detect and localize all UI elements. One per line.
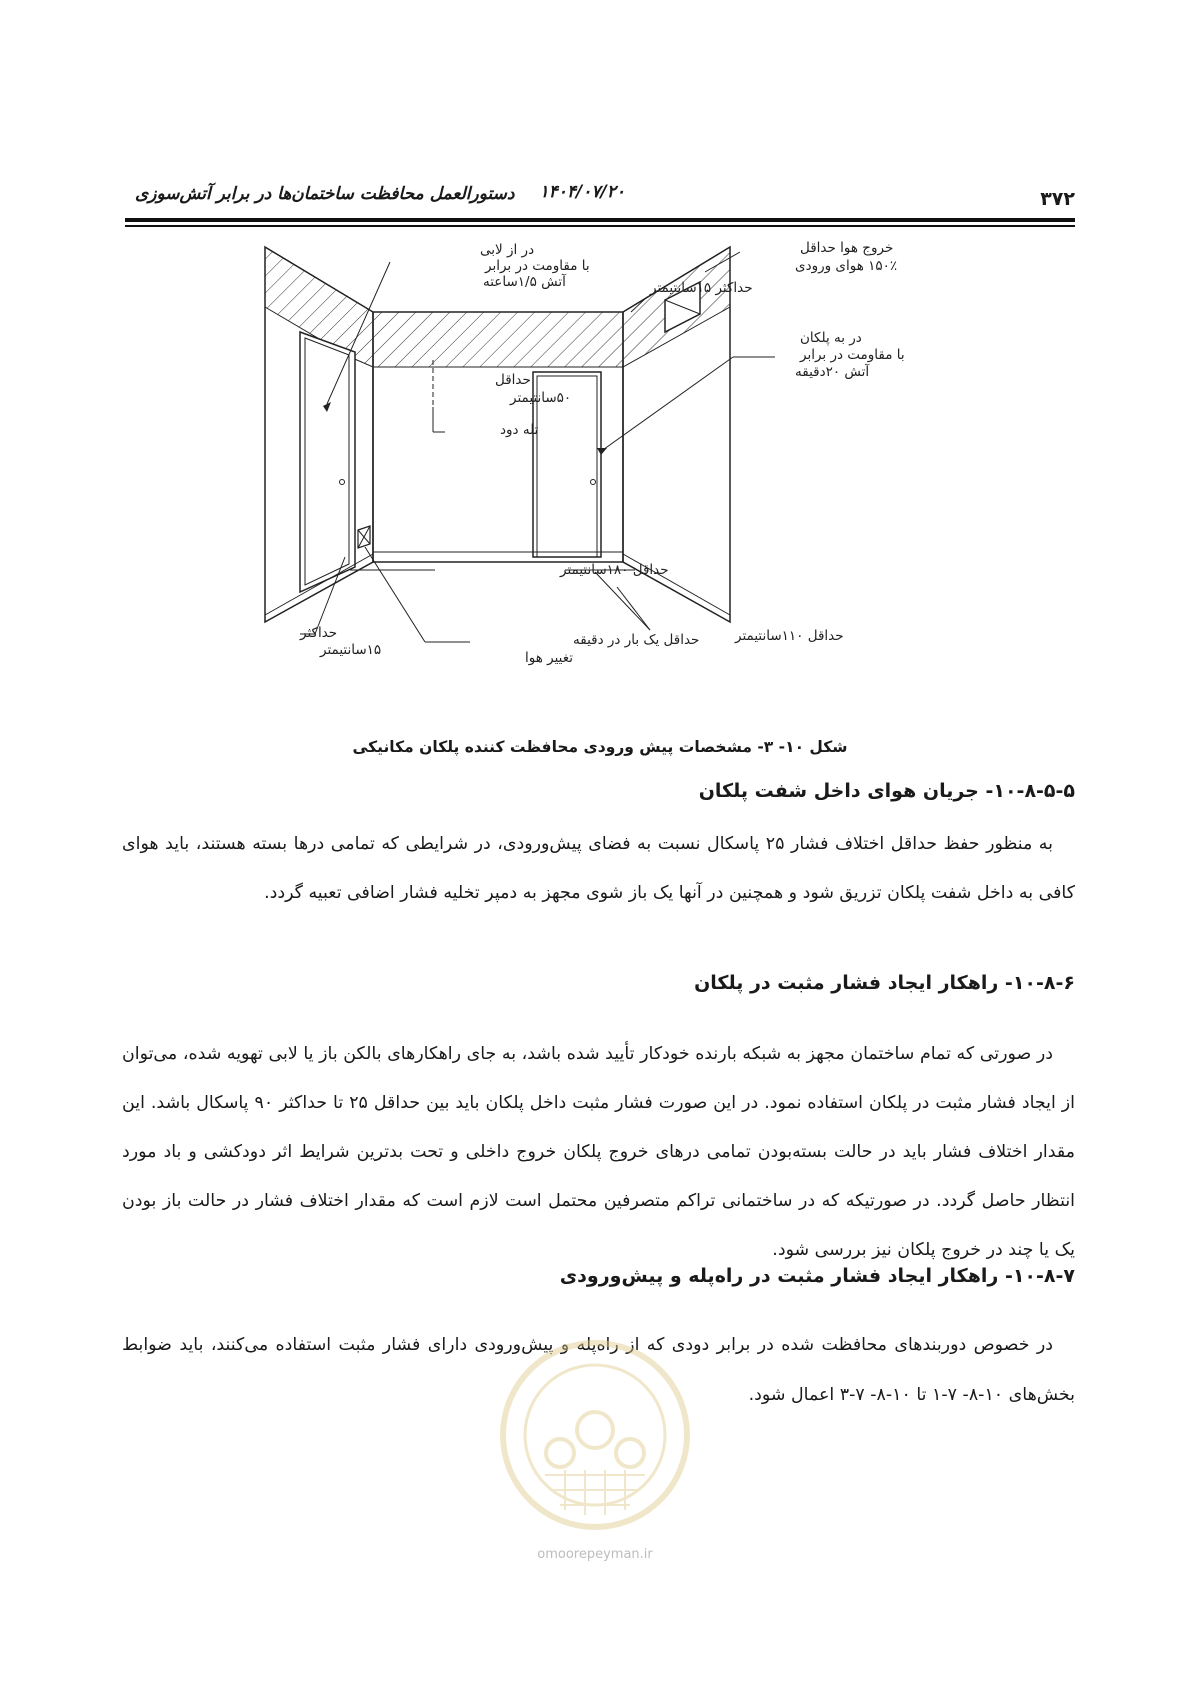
section-heading: ۱۰-۸-۵-۵- جریان هوای داخل شفت پلکان bbox=[698, 780, 1075, 802]
section-paragraph: در خصوص دوربندهای محافظت شده در برابر دودی که از راه‌پله و پیش‌ورودی دارای فشار مثبت استفاده می‌کنند، باید ضوابط بخش‌های ۱۰-۸- ۷-۱ تا ۱۰-۸- ۷-۳ اعمال شود. bbox=[122, 1335, 1075, 1405]
section-paragraph: در صورتی که تمام ساختمان مجهز به شبکه بارنده خودکار تأیید شده باشد، به جای راهکارهای بالکن باز یا لابی تهویه شده، می‌توان از ایجاد فشار مثبت در پلکان استفاده نمود. در این صورت فشار مثبت داخل پلکان باید بین حداقل ۲۵ تا حداکثر ۹۰ پاسکال باشد. این مقدار اختلاف فشار باید در حالت بسته‌بودن تمامی درهای خروج پلکان خروج داخلی و تحت بدترین شرایط اثر دودکشی و باد مورد انتظار حاصل گردد. در صورتیکه که در ساختمانی تراکم متصرفین محتمل است لازم است که مقدار اختلاف فشار در حالت باز بودن یک یا چند در خروج پلکان نیز بررسی شود. bbox=[122, 1044, 1076, 1260]
section-heading: ۱۰-۸-۶- راهکار ایجاد فشار مثبت در پلکان bbox=[694, 972, 1075, 994]
label-min50-2: ۵۰سانتیمتر bbox=[510, 390, 572, 406]
figure-caption: شکل ۱۰- ۳- مشخصات پیش ورودی محافظت کننده پلکان مکانیکی bbox=[352, 738, 848, 756]
label-max15-bottom-2: ۱۵سانتیمتر bbox=[320, 642, 382, 658]
label-max15-bottom-1: حداکثر bbox=[300, 625, 338, 641]
section-paragraph: به منظور حفظ حداقل اختلاف فشار ۲۵ پاسکال نسبت به فضای پیش‌ورودی، در شرایطی که تمامی درها بسته هستند، باید هوای کافی به داخل شفت پلکان تزریق شود و همچنین در آنها یک باز شوی مجهز به دمپر تخلیه فشار اضافی تعبیه گردد. bbox=[122, 834, 1075, 903]
label-min50-1: حداقل bbox=[495, 372, 531, 388]
header-rule-thin bbox=[125, 225, 1075, 227]
label-lobby-door-2: با مقاومت در برابر bbox=[485, 258, 590, 274]
watermark-logo bbox=[495, 1335, 695, 1535]
header-rule-thick bbox=[125, 218, 1075, 222]
label-exhaust-2: ۱۵۰٪ هوای ورودی bbox=[795, 258, 898, 274]
label-air-change-1: حداقل یک بار در دقیقه bbox=[573, 632, 700, 648]
running-header bbox=[125, 182, 1075, 212]
vestibule-drawing bbox=[255, 240, 905, 722]
page-number: ۳۷۲ bbox=[1040, 188, 1075, 210]
label-min180: حداقل ۱۸۰سانتیمتر bbox=[560, 562, 669, 578]
section-heading: ۱۰-۸-۷- راهکار ایجاد فشار مثبت در راه‌پله و پیش‌ورودی bbox=[559, 1265, 1075, 1287]
smoke-trap-back bbox=[373, 312, 623, 367]
label-stair-door-2: با مقاومت در برابر bbox=[800, 347, 905, 363]
label-stair-door-3: آتش ۲۰دقیقه bbox=[795, 364, 870, 380]
label-air-change-2: تغییر هوا bbox=[525, 650, 574, 666]
label-max15-top: حداکثر ۱۵سانتیمتر bbox=[650, 280, 753, 296]
watermark-site: omoorepeyman.ir bbox=[537, 1547, 653, 1562]
vestibule-diagram bbox=[255, 240, 905, 722]
label-lobby-door-1: در از لابی bbox=[480, 242, 535, 258]
label-lobby-door-3: آتش ۱/۵ساعته bbox=[483, 274, 566, 290]
header-date: ۱۴۰۴/۰۷/۲۰ bbox=[539, 182, 625, 202]
header-title: دستورالعمل محافظت ساختمان‌ها در برابر آتش‌سوزی bbox=[135, 184, 515, 204]
label-exhaust-1: خروج هوا حداقل bbox=[800, 240, 894, 256]
lobby-door bbox=[300, 332, 355, 592]
label-min110: حداقل ۱۱۰سانتیمتر bbox=[735, 628, 844, 644]
label-stair-door-1: در به پلکان bbox=[800, 330, 862, 346]
label-smoke-trap: تله دود bbox=[500, 422, 539, 438]
